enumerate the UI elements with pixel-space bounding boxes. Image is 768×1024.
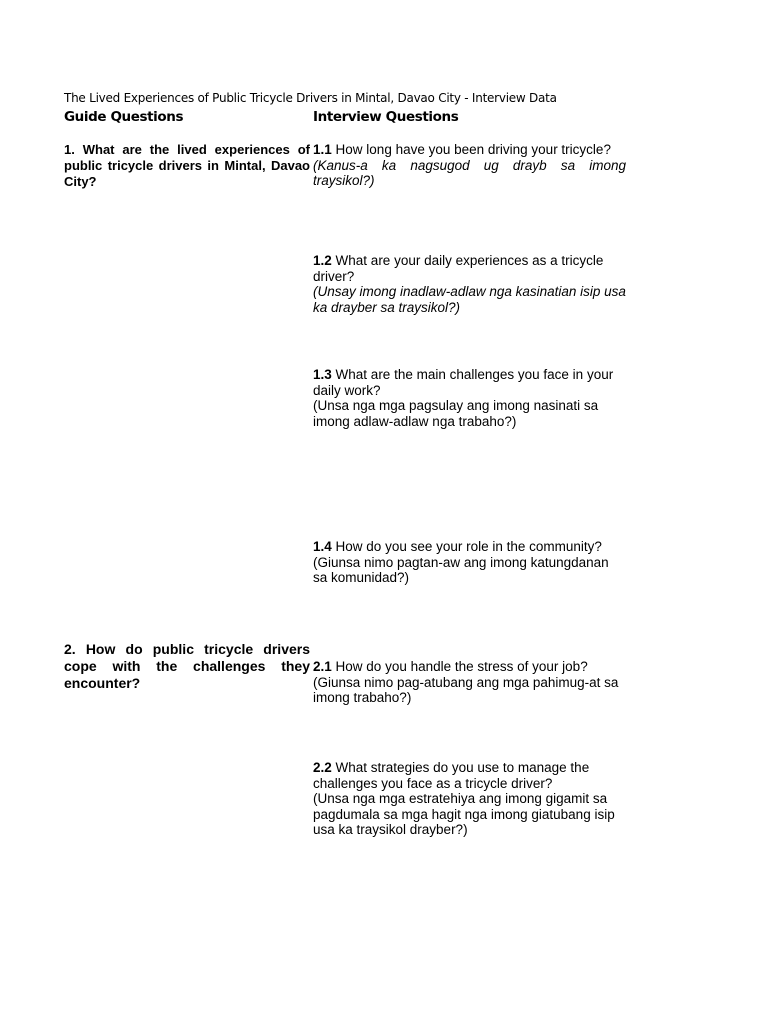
interview-question-1-2 — [313, 253, 626, 315]
question-number: 1.1 — [313, 142, 332, 157]
question-translation: (Kanus-a ka nagsugod ug drayb sa imong traysikol?) — [313, 157, 626, 189]
guide-questions-header: Guide Questions — [64, 109, 184, 125]
question-text: What are the main challenges you face in your daily work? — [313, 367, 614, 398]
question-number: 1.2 — [313, 253, 332, 268]
question-translation: (Unsay imong inadlaw-adlaw nga kasinatian isip usa ka drayber sa traysikol?) — [313, 284, 626, 315]
guide-question-1: 1. What are the lived experiences of public tricycle drivers in Mintal, Davao City? — [64, 142, 310, 189]
question-number: 1.3 — [313, 367, 332, 382]
question-number: 1.4 — [313, 539, 332, 554]
interview-question-2-2 — [313, 760, 626, 838]
guide-question-2: 2. How do public tricycle drivers cope with the challenges they encounter? — [64, 641, 310, 691]
interview-question-1-1 — [313, 142, 626, 189]
question-text: How long have you been driving your tricycle? — [335, 142, 611, 157]
question-translation: (Unsa nga mga estratehiya ang imong gigamit sa pagdumala sa mga hagit nga imong giatubang isip usa ka traysikol drayber?) — [313, 791, 615, 838]
question-number: 2.2 — [313, 760, 332, 775]
question-text: How do you handle the stress of your job? — [335, 659, 588, 674]
interview-question-1-3 — [313, 367, 626, 429]
question-number: 2.1 — [313, 659, 332, 674]
question-translation: (Giunsa nimo pag-atubang ang mga pahimug-at sa imong trabaho?) — [313, 674, 619, 706]
question-text: How do you see your role in the community? — [335, 539, 602, 554]
document-title: The Lived Experiences of Public Tricycle Drivers in Mintal, Davao City - Interview Data — [64, 91, 557, 105]
question-text: What are your daily experiences as a tricycle driver? — [313, 253, 604, 284]
interview-question-1-4 — [313, 539, 626, 586]
question-text: What strategies do you use to manage the challenges you face as a tricycle driver? — [313, 760, 590, 791]
question-translation: (Unsa nga mga pagsulay ang imong nasinati sa imong adlaw-adlaw nga trabaho?) — [313, 398, 599, 429]
interview-question-2-1 — [313, 659, 626, 706]
question-translation: (Giunsa nimo pagtan-aw ang imong katungdanan sa komunidad?) — [313, 554, 609, 586]
interview-questions-header: Interview Questions — [313, 109, 459, 125]
